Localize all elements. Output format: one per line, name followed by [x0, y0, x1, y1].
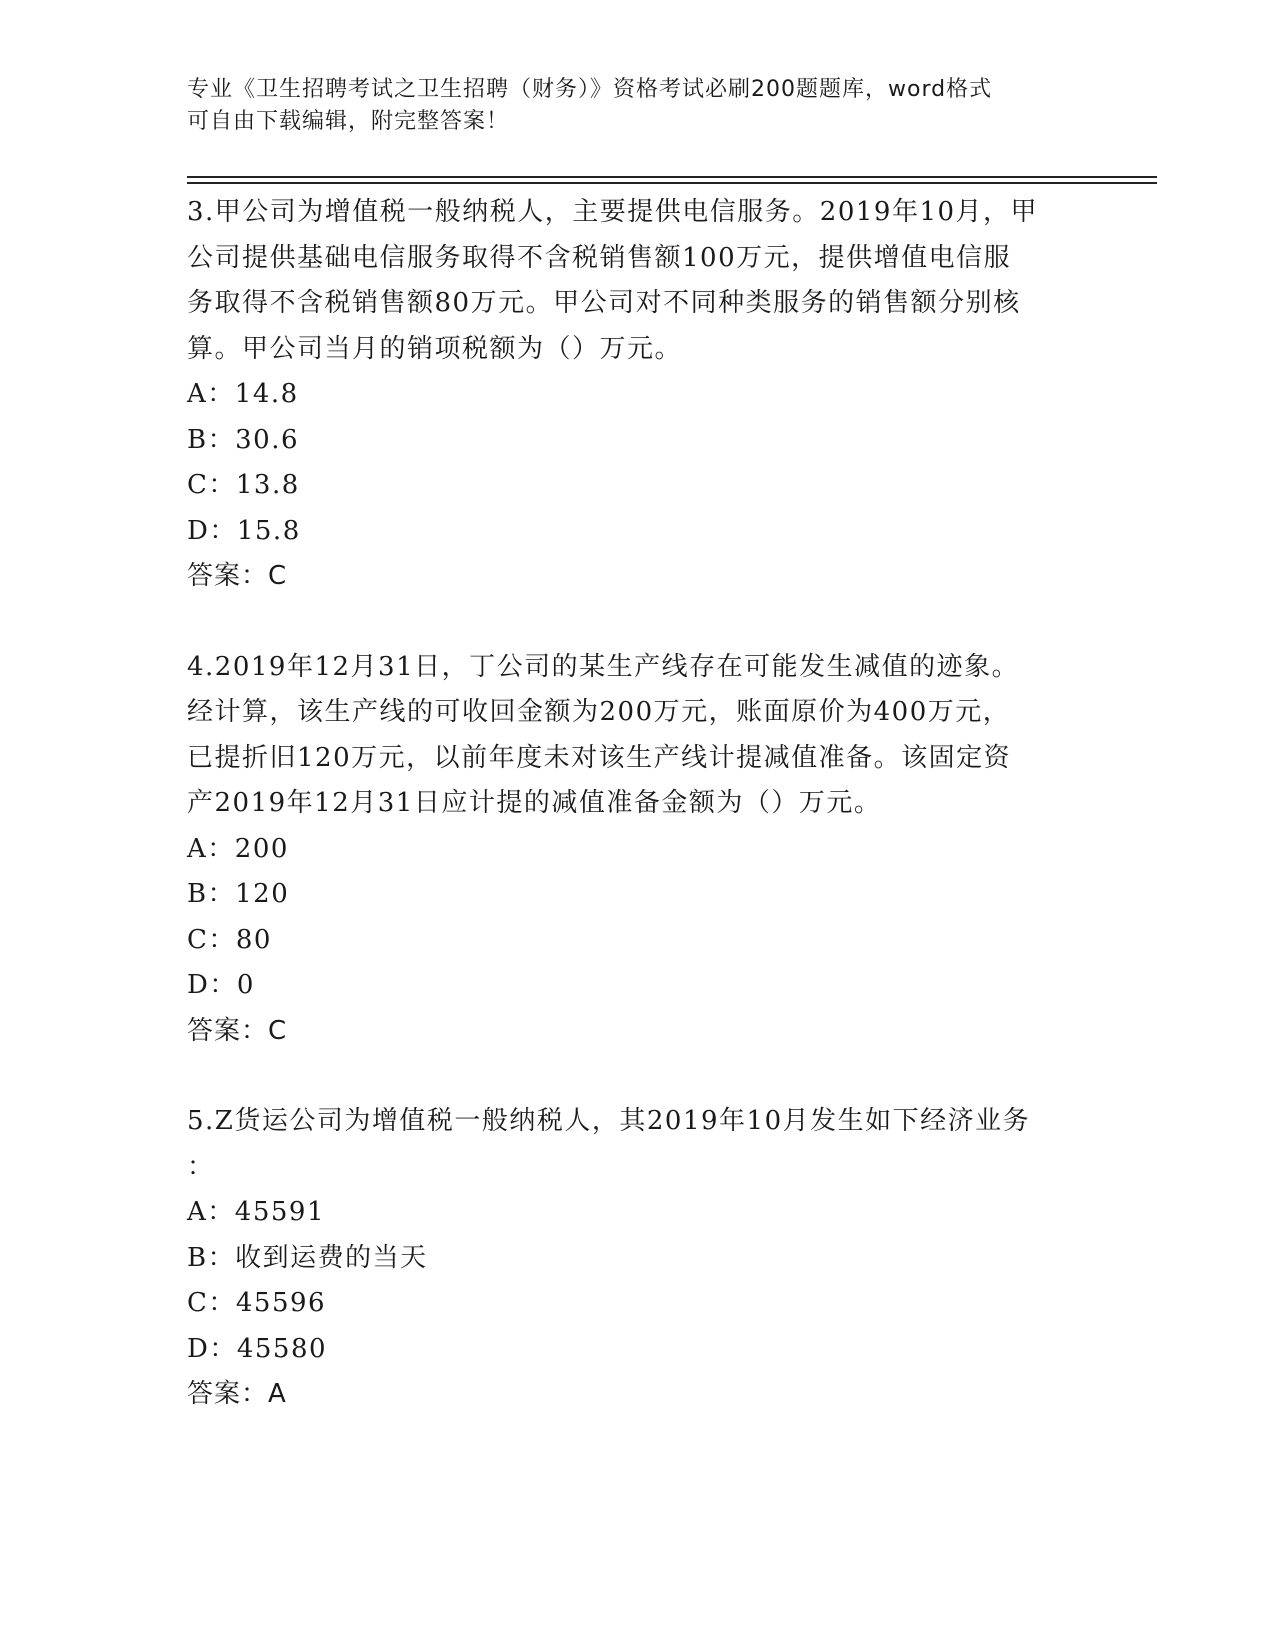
question-stem-line: ：: [187, 1151, 215, 1182]
option-c: C：45596: [187, 1288, 327, 1318]
header-title-line-1: 专业《卫生招聘考试之卫生招聘（财务）》资格考试必刷200题题库，word格式: [187, 77, 993, 102]
header-divider-top: [187, 176, 1157, 178]
document-header: [187, 74, 1087, 138]
option-a: A：200: [187, 833, 289, 864]
answer-line: 答案：C: [187, 1015, 288, 1046]
question-spacer: [187, 600, 1087, 645]
question-stem-line: 算。甲公司当月的销项税额为（）万元。: [187, 333, 683, 364]
option-b: B：收到运费的当天: [187, 1242, 428, 1273]
header-title-line-2: 可自由下载编辑，附完整答案！: [187, 109, 510, 134]
question-4: [187, 645, 1087, 1055]
question-stem-line: 5.Z货运公司为增值税一般纳税人，其2019年10月发生如下经济业务: [187, 1106, 1031, 1136]
question-stem-line: 经计算，该生产线的可收回金额为200万元，账面原价为400万元，: [187, 697, 1011, 727]
option-a: A：14.8: [187, 379, 299, 409]
question-stem-line: 公司提供基础电信服务取得不含税销售额100万元，提供增值电信服: [187, 242, 1012, 273]
option-b: B：120: [187, 879, 290, 909]
option-c: C：80: [187, 924, 272, 955]
option-a: A：45591: [187, 1197, 325, 1227]
answer-line: 答案：C: [187, 561, 288, 591]
question-stem-line: 3.甲公司为增值税一般纳税人，主要提供电信服务。2019年10月，甲: [187, 197, 1039, 227]
answer-line: 答案：A: [187, 1379, 287, 1409]
option-d: D：15.8: [187, 515, 301, 546]
question-3: [187, 190, 1087, 600]
option-c: C：13.8: [187, 470, 300, 500]
option-d: D：0: [187, 970, 255, 1000]
question-spacer: [187, 1054, 1087, 1099]
question-stem-line: 产2019年12月31日应计提的减值准备金额为（）万元。: [187, 788, 882, 818]
header-divider-bottom: [187, 182, 1157, 184]
option-d: D：45580: [187, 1333, 328, 1364]
option-b: B：30.6: [187, 424, 299, 455]
question-stem-line: 4.2019年12月31日，丁公司的某生产线存在可能发生减值的迹象。: [187, 651, 1020, 682]
question-list: [187, 190, 1087, 1418]
question-5: [187, 1099, 1087, 1418]
question-stem-line: 已提折旧120万元，以前年度未对该生产线计提减值准备。该固定资: [187, 742, 1012, 773]
question-stem-line: 务取得不含税销售额80万元。甲公司对不同种类服务的销售额分别核: [187, 288, 1021, 318]
